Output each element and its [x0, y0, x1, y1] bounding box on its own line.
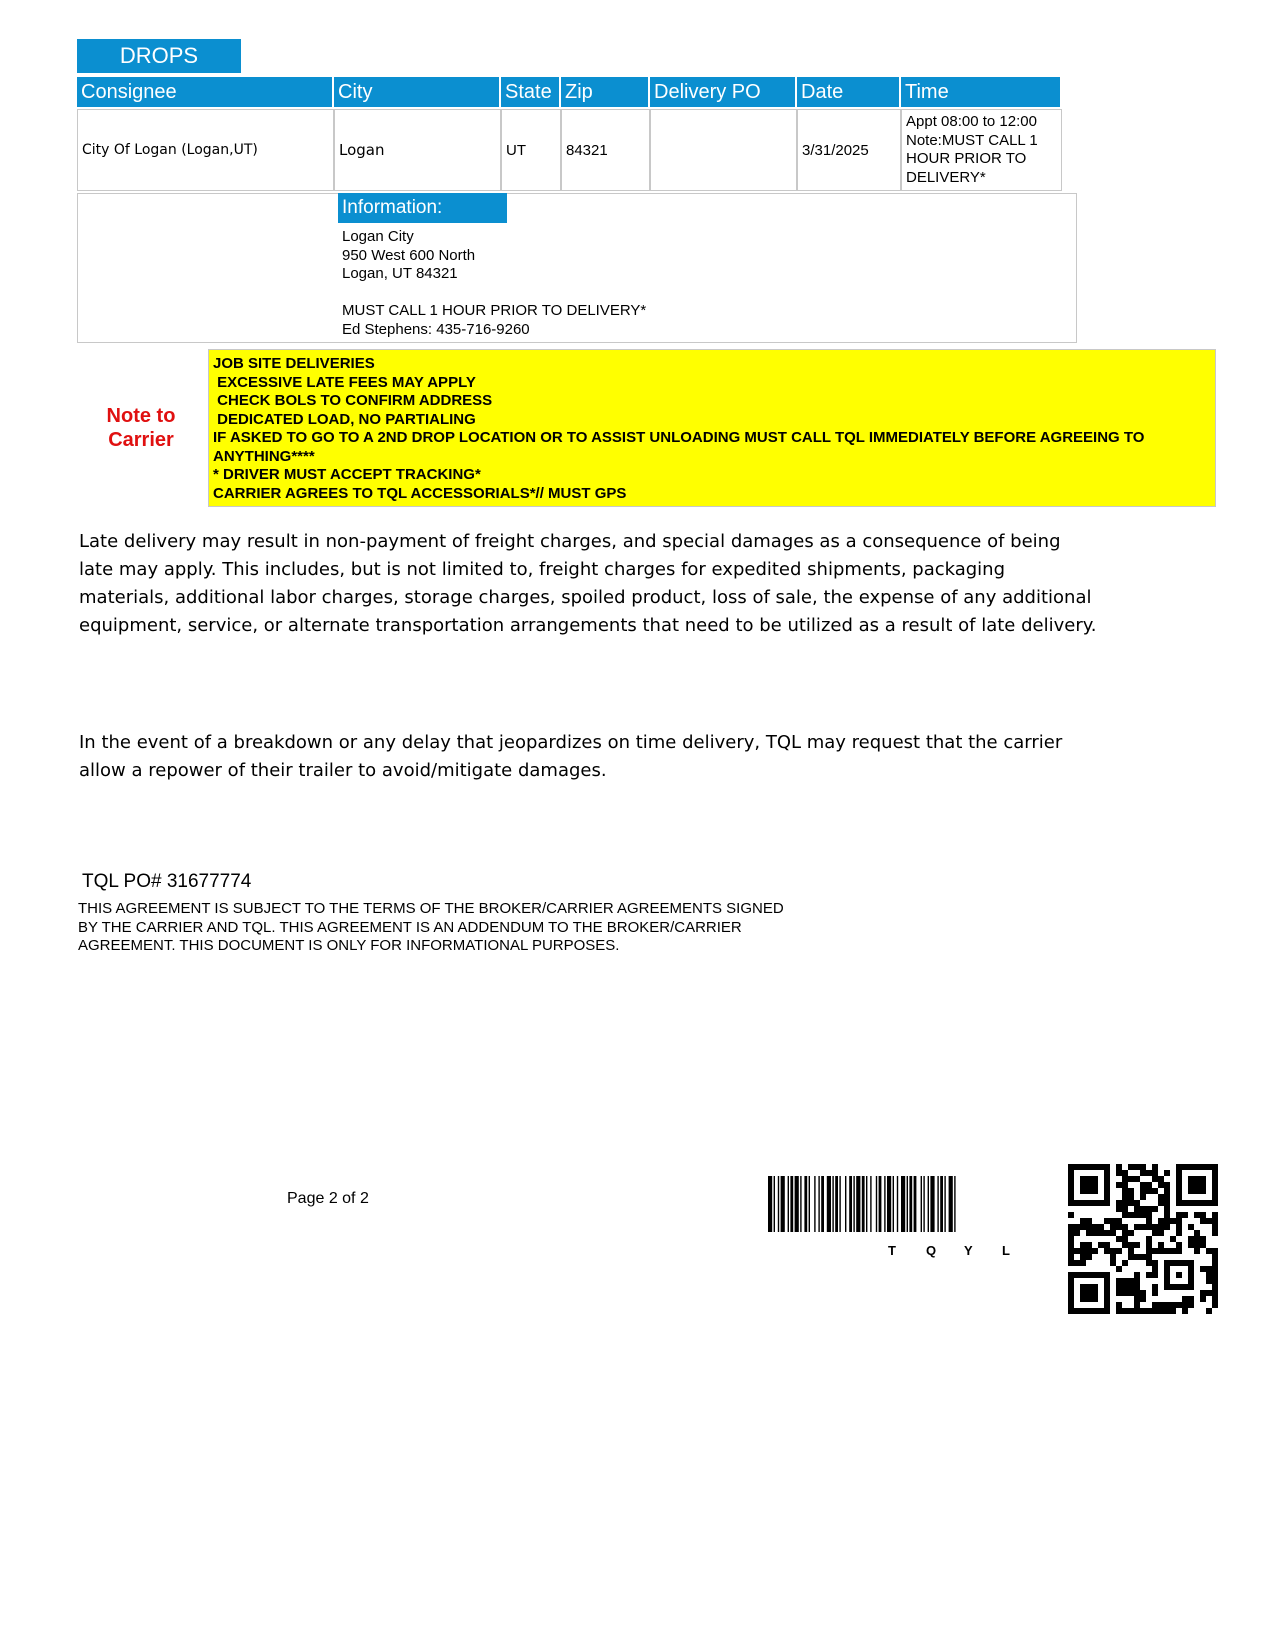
note-to-carrier-label	[96, 404, 186, 452]
time-line: HOUR PRIOR TO	[906, 150, 1027, 167]
col-header-city: City	[334, 77, 499, 107]
cell-date: 3/31/2025	[797, 109, 901, 191]
barcode-letter: L	[1002, 1243, 1010, 1258]
barcode-icon	[768, 1176, 1058, 1238]
time-line: DELIVERY*	[906, 168, 986, 186]
barcode-letter: Q	[926, 1243, 937, 1258]
col-header-date: Date	[797, 77, 899, 107]
late-delivery-paragraph: Late delivery may result in non-payment of freight charges, and special damages as a consequence of being late may apply. This includes, but is not limited to, freight charges for expedited shipments, packaging materials, additional labor charges, storage charges, spoiled product, loss of sale, the expense of any additional equipment, service, or alternate transportation arrangements that need to be utilized as a result of late delivery.	[79, 531, 1097, 636]
drops-section-title: DROPS	[77, 39, 241, 73]
note-line: EXCESSIVE LATE FEES MAY APPLY	[213, 373, 476, 391]
breakdown-paragraph: In the event of a breakdown or any delay that jeopardizes on time delivery, TQL may request that the carrier allow a repower of their trailer to avoid/mitigate damages.	[79, 732, 1063, 781]
information-text	[342, 228, 646, 339]
barcode-letter: Y	[964, 1243, 973, 1258]
col-header-time: Time	[901, 77, 1060, 107]
cell-time	[901, 109, 1062, 191]
agreement-disclaimer: THIS AGREEMENT IS SUBJECT TO THE TERMS OF THE BROKER/CARRIER AGREEMENTS SIGNED BY THE CARRIER AND TQL. THIS AGREEMENT IS AN ADDENDUM TO THE BROKER/CARRIER AGREEMENT. THIS DOCUMENT IS ONLY FOR INFORMATIONAL PURPOSES.	[78, 900, 784, 954]
note-line: IF ASKED TO GO TO A 2ND DROP LOCATION OR TO ASSIST UNLOADING MUST CALL TQL IMMEDIATELY BEFORE AGREEING TO ANYTHING****	[213, 429, 1145, 465]
cell-zip: 84321	[561, 109, 650, 191]
info-line: Ed Stephens: 435-716-9260	[342, 320, 530, 338]
tql-po-number: TQL PO# 31677774	[82, 871, 252, 892]
note-line: CHECK BOLS TO CONFIRM ADDRESS	[213, 392, 493, 409]
info-line	[342, 284, 646, 303]
page-number: Page 2 of 2	[287, 1190, 369, 1207]
col-header-delivery-po: Delivery PO	[650, 77, 795, 107]
info-line: Logan City	[342, 228, 414, 245]
info-line: MUST CALL 1 HOUR PRIOR TO DELIVERY*	[342, 302, 647, 319]
info-line: Logan, UT 84321	[342, 265, 458, 282]
note-line: * DRIVER MUST ACCEPT TRACKING*	[213, 466, 481, 483]
note-line: JOB SITE DELIVERIES	[213, 355, 375, 372]
time-line: Appt 08:00 to 12:00	[906, 113, 1037, 130]
cell-delivery-po	[650, 109, 797, 191]
col-header-consignee: Consignee	[77, 77, 332, 107]
carrier-note-box	[208, 349, 1216, 507]
barcode-letters	[888, 1243, 1040, 1258]
time-line: Note:MUST CALL 1	[906, 131, 1038, 149]
cell-city: Logan	[334, 109, 501, 191]
note-line: CARRIER AGREES TO TQL ACCESSORIALS*// MUST GPS	[213, 484, 627, 502]
qr-code-icon	[1068, 1164, 1218, 1314]
col-header-state: State	[501, 77, 559, 107]
note-label-line: Note to	[106, 405, 176, 427]
info-line: 950 West 600 North	[342, 246, 476, 264]
note-label-line: Carrier	[108, 429, 174, 451]
barcode-letter: T	[888, 1243, 896, 1258]
cell-consignee: City Of Logan (Logan,UT)	[77, 109, 334, 191]
cell-state: UT	[501, 109, 561, 191]
note-line: DEDICATED LOAD, NO PARTIALING	[213, 410, 476, 428]
col-header-zip: Zip	[561, 77, 648, 107]
information-header: Information:	[338, 193, 507, 223]
